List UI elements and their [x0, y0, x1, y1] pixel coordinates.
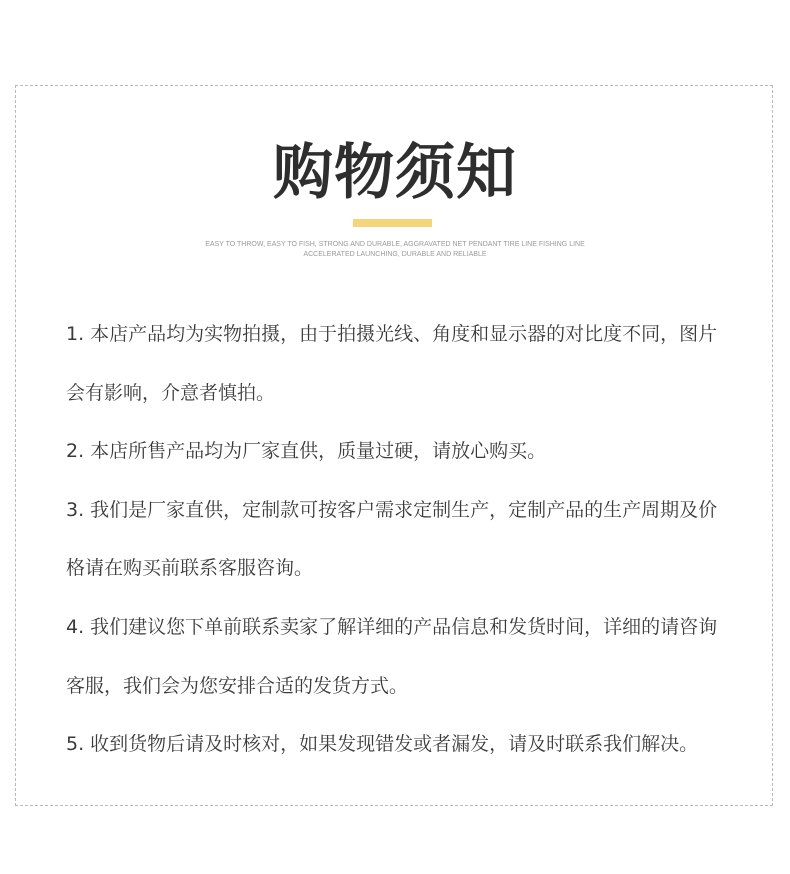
notice-item-2: 2. 本店所售产品均为厂家直供，质量过硬，请放心购买。 [66, 440, 547, 463]
english-subtitle [0, 240, 790, 260]
title-accent-bar [353, 219, 432, 227]
notice-item-5: 5. 收到货物后请及时核对，如果发现错发或者漏发，请及时联系我们解决。 [66, 733, 699, 756]
notice-item-3: 3. 我们是厂家直供，定制款可按客户需求定制生产，定制产品的生产周期及价格请在购买前联系客服咨询。 [66, 498, 718, 580]
notice-list [66, 305, 736, 774]
notice-item-1: 1. 本店产品均为实物拍摄，由于拍摄光线、角度和显示器的对比度不同，图片会有影响，介意者慎拍。 [66, 323, 718, 404]
subtitle-line-2: ACCELERATED LAUNCHING, DURABLE AND RELIABLE [303, 251, 487, 258]
page-title: 购物须知 [273, 138, 517, 208]
notice-item-4: 4. 我们建议您下单前联系卖家了解详细的产品信息和发货时间，详细的请咨询客服，我们会为您安排合适的发货方式。 [66, 615, 718, 697]
subtitle-line-1: EASY TO THROW, EASY TO FISH, STRONG AND DURABLE, AGGRAVATED NET PENDANT TIRE LINE FISHING LINE [205, 241, 585, 248]
